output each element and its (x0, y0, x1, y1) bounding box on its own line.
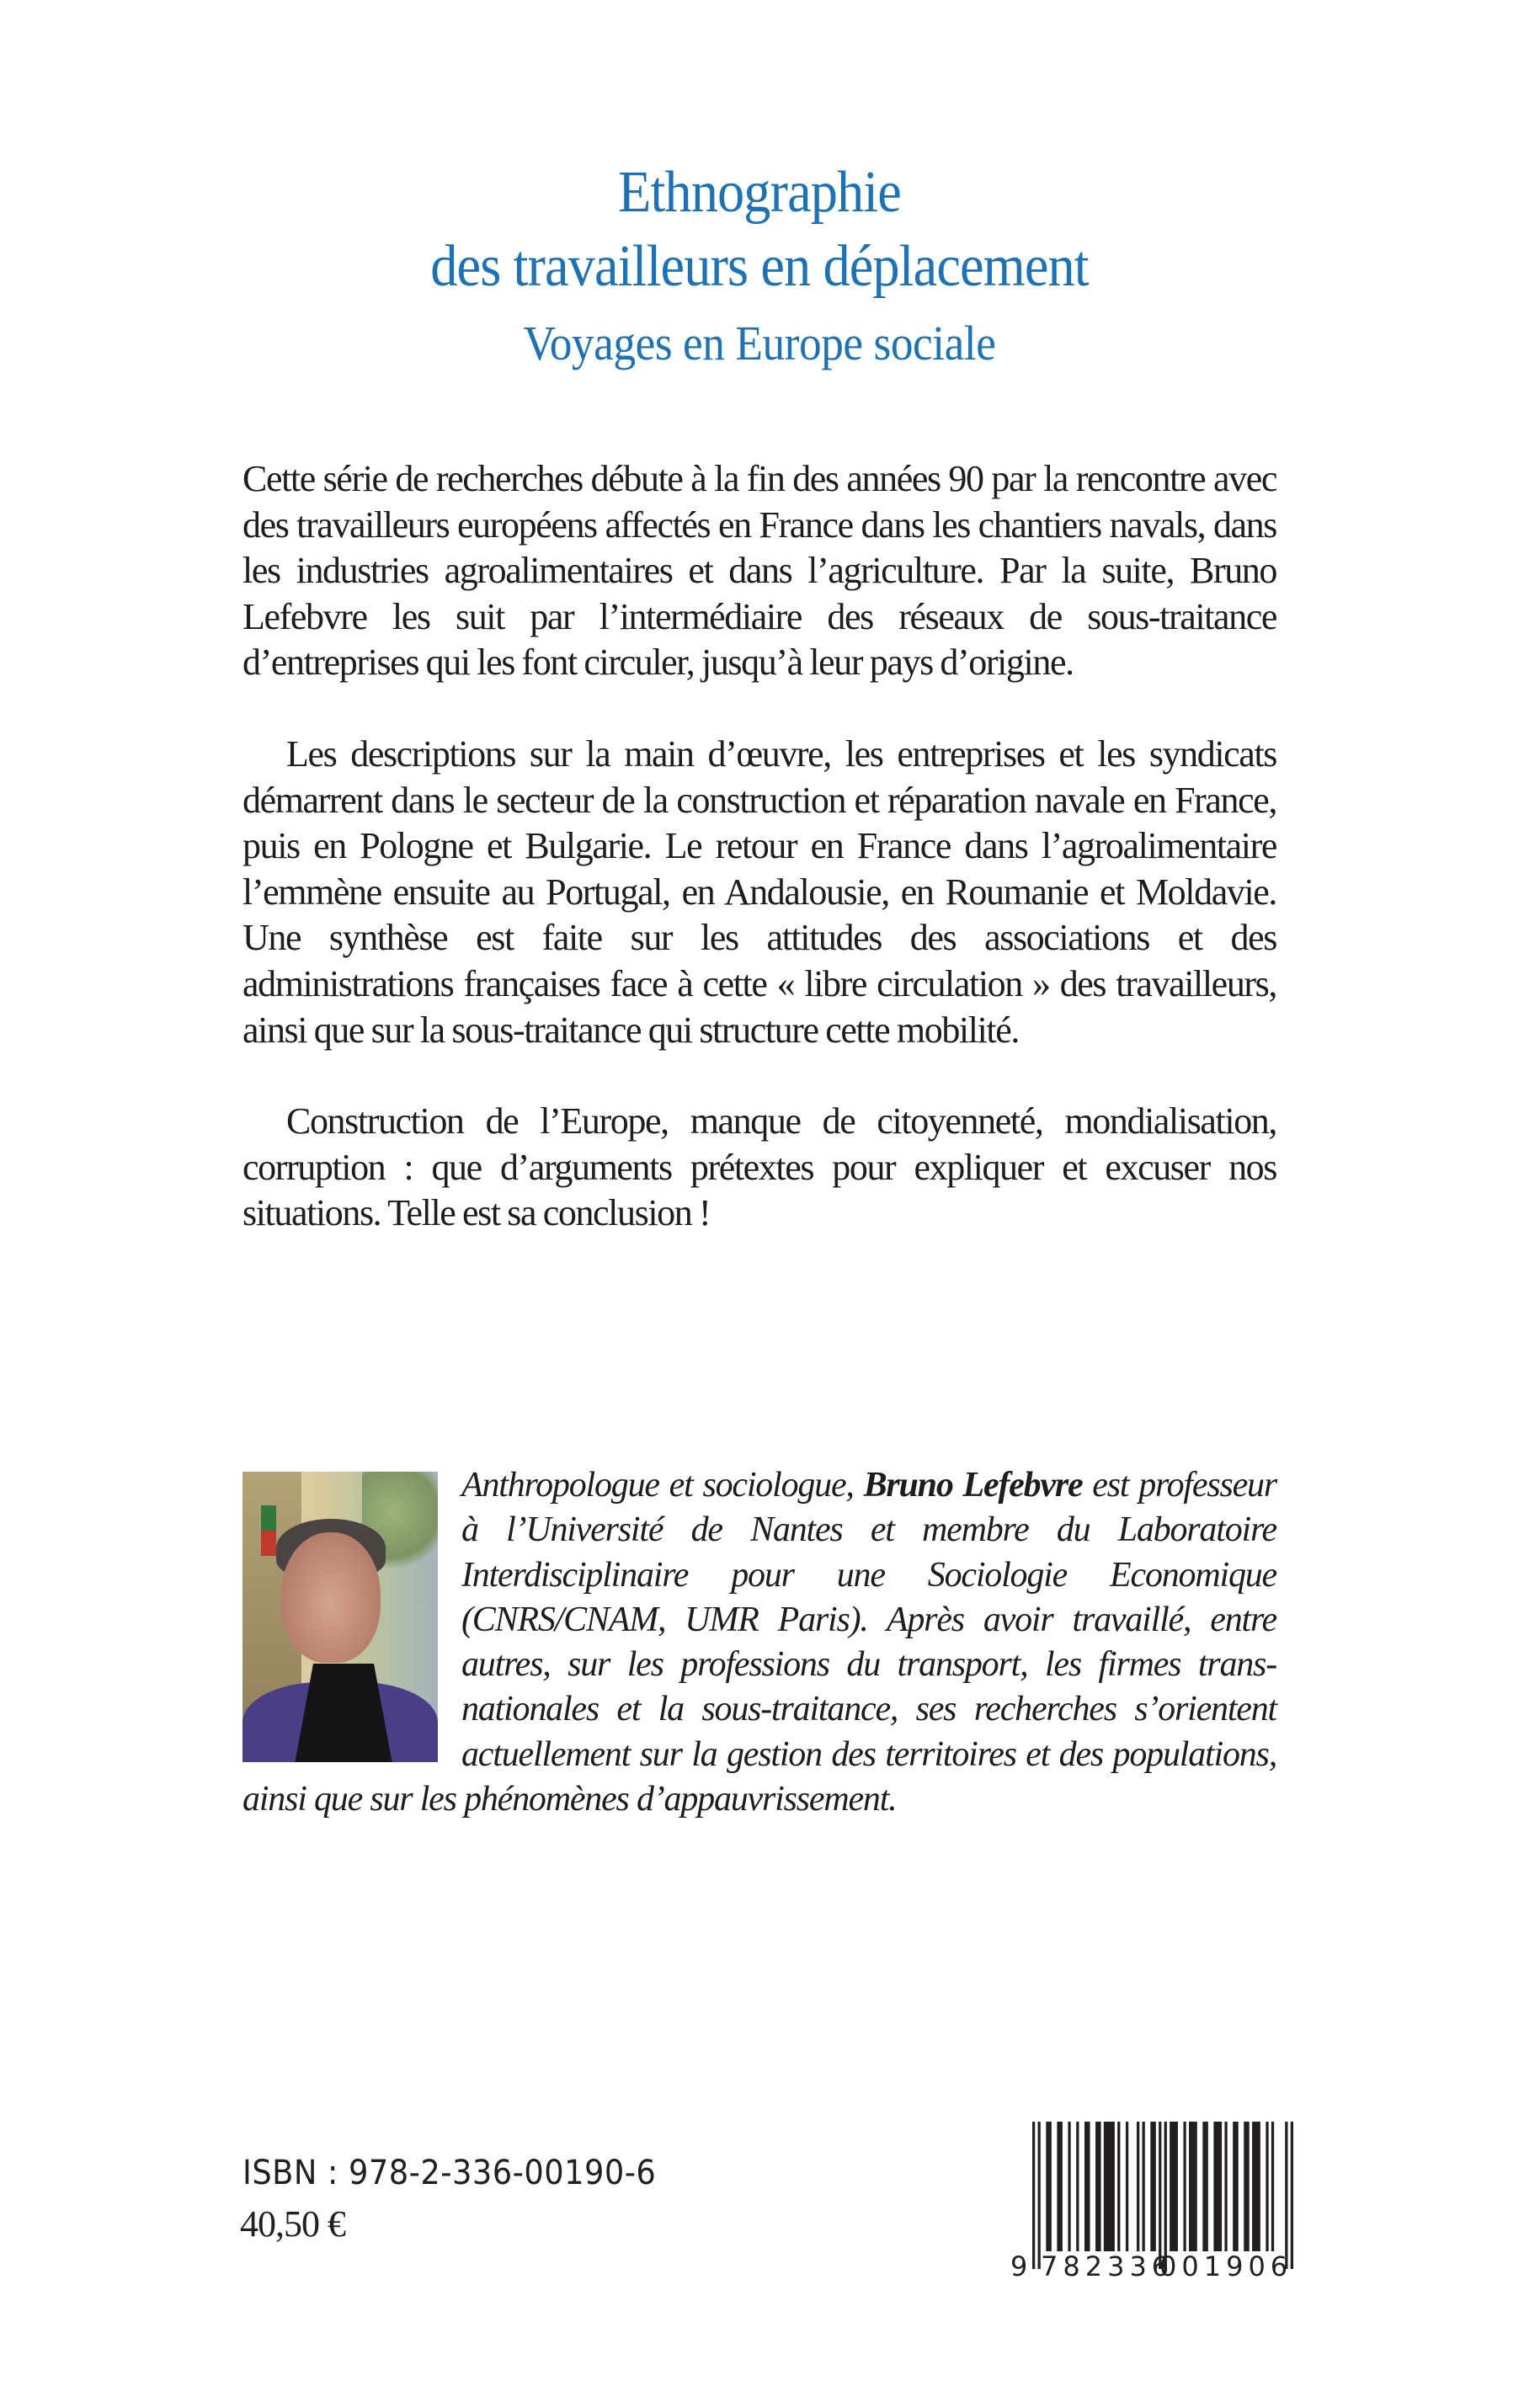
author-bio (242, 1463, 1276, 1822)
author-name: Bruno Lefebvre (863, 1466, 1083, 1505)
summary-paragraph-1: Cette série de recherches débute à la fin des années 90 par la rencontre avec des travailleurs européens affectés en France dans les chantiers navals, dans les industries agroalimentaires et dans l’agriculture. Par la suite, Bruno Lefebvre les suit par l’intermédiaire des réseaux de sous-traitance d’entreprises qui les font circuler, jusqu’à leur pays d’origine. (242, 458, 1276, 684)
bio-intro: Anthropologue et sociologue, (461, 1466, 864, 1505)
photo-flag (261, 1505, 276, 1556)
bio-rest: est professeur à l’Université de Nantes et membre du Laboratoire Interdisciplinaire pour une Sociologie Economique (CNRS/CNAM, UMR Paris). Après avoir travaillé, entre autres, sur les professions du transport, les firmes trans-nationales et la sous-traitance, ses recherches s’orientent actuellement sur la gestion des territoires et des populations, ainsi que sur les phénomènes d’appauvrissement. (242, 1466, 1276, 1819)
summary-text (242, 456, 1276, 1237)
barcode-digits-right: 001906 (1159, 2250, 1293, 2282)
author-photo (242, 1472, 438, 1762)
book-subtitle: Voyages en Europe sociale (523, 316, 996, 370)
photo-face (281, 1532, 381, 1663)
summary-paragraph-2: Les descriptions sur la main d’œuvre, les entreprises et les syndicats démarrent dans le secteur de la construction et réparation navale en France, puis en Pologne et Bulgarie. Le retour en France dans l’agroalimentaire l’emmène ensuite au Portugal, en Andalousie, en Roumanie et Moldavie. Une synthèse est faite sur les attitudes des associations et des administrations françaises face à cette « libre circulation » des travailleurs, ainsi que sur la sous-traitance qui structure cette mobilité. (242, 732, 1276, 1051)
book-title-line-1: Ethnographie (618, 160, 901, 225)
isbn-label: ISBN : 978-2-336-00190-6 (242, 2154, 657, 2192)
summary-paragraph-3: Construction de l’Europe, manque de citoyenneté, mondialisation, corruption : que d’arguments prétextes pour expliquer et excuser nos situations. Telle est sa conclusion ! (242, 1100, 1276, 1234)
barcode-digits-left: 782336 (1041, 2250, 1175, 2282)
price-label: 40,50 € (240, 2203, 345, 2245)
title-block (242, 156, 1276, 373)
book-title-line-2: des travailleurs en déplacement (430, 234, 1089, 299)
barcode-bars-icon (1032, 2122, 1293, 2269)
barcode-digit-first: 9 (1010, 2250, 1033, 2282)
barcode (1010, 2117, 1297, 2282)
photo-shirt (293, 1664, 394, 1762)
